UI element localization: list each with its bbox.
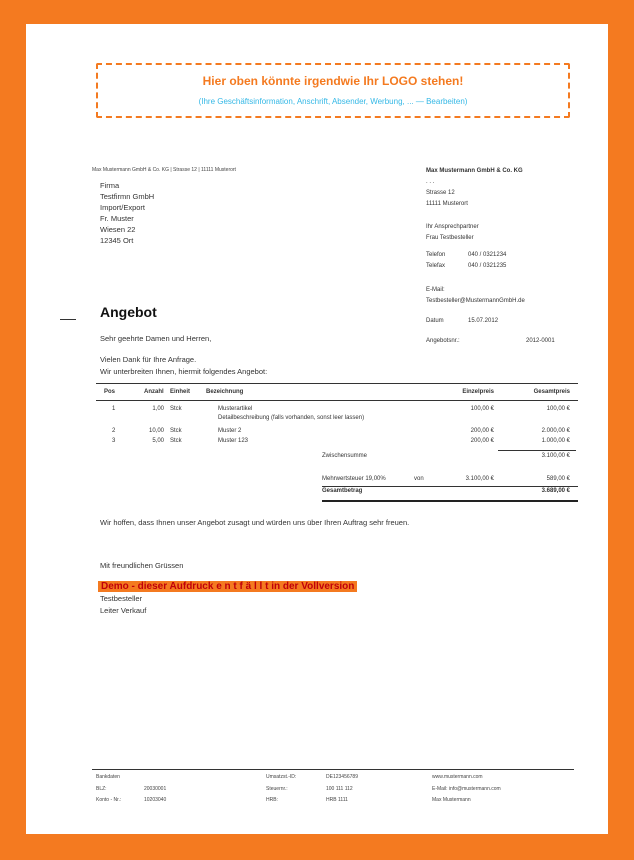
vat-label: Mehrwertsteuer 19,00%	[322, 476, 386, 482]
offer-number-label: Angebotsnr.:	[426, 338, 460, 344]
company-name: Max Mustermann GmbH & Co. KG	[426, 168, 523, 174]
row-total: 1.000,00 €	[541, 438, 570, 444]
row-qty: 10,00	[148, 428, 164, 434]
contact-name: Frau Testbesteller	[426, 235, 474, 241]
footer-website[interactable]: www.mustermann.com	[432, 774, 483, 780]
salutation: Sehr geehrte Damen und Herren,	[100, 334, 212, 343]
row-desc: Muster 123	[218, 438, 249, 444]
demo-banner-text: Demo - dieser Aufdruck e n t f ä l l t in der Vollversion	[98, 581, 357, 592]
footer-value: 10203040	[144, 797, 167, 803]
document-title: Angebot	[100, 304, 157, 320]
row-unit: Stck	[170, 438, 182, 444]
footer-label: Umsatzst.-ID:	[266, 774, 297, 780]
row-qty: 5,00	[152, 438, 164, 444]
header-total: Gesamtpreis	[533, 389, 570, 395]
sender-line: Max Mustermann GmbH & Co. KG | Strasse 12 | 11111 Musterort	[92, 167, 236, 173]
header-qty: Anzahl	[144, 389, 164, 395]
fax-label: Telefax	[426, 263, 446, 269]
row-qty: 1,00	[152, 406, 164, 412]
row-desc: Musterartikel	[218, 406, 253, 412]
row-pos: 3	[112, 438, 116, 444]
footer-label: BLZ:	[96, 786, 107, 792]
closing-text: Wir hoffen, dass Ihnen unser Angebot zusagt und würden uns über Ihren Auftrag sehr freuen.	[100, 518, 410, 527]
row-unit-price: 200,00 €	[470, 438, 494, 444]
footer-value: DE123456789	[326, 774, 358, 780]
row-total: 100,00 €	[546, 406, 570, 412]
intro-line-2: Wir unterbreiten Ihnen, hiermit folgendes Angebot:	[100, 367, 268, 376]
header-pos: Pos	[104, 389, 116, 395]
footer-label: Steuernr.:	[266, 786, 288, 792]
contact-label: Ihr Ansprechpartner	[426, 224, 479, 230]
recipient-line: Wiesen 22	[100, 225, 136, 234]
logo-line-2: (Ihre Geschäftsinformation, Anschrift, Absender, Werbung, ... — Bearbeiten)	[198, 97, 468, 106]
fax-value: 040 / 0321235	[468, 263, 507, 269]
date-label: Datum	[426, 318, 444, 324]
footer-owner: Max Mustermann	[432, 797, 471, 803]
logo-line-1: Hier oben könnte irgendwie Ihr LOGO stehen!	[202, 74, 464, 88]
recipient-line: 12345 Ort	[100, 236, 134, 245]
grand-total-label: Gesamtbetrag	[322, 488, 363, 494]
table-top-rule	[96, 383, 578, 384]
demo-banner	[98, 576, 357, 594]
signer-name: Testbesteller	[100, 594, 143, 603]
footer-label: Konto - Nr.:	[96, 797, 122, 803]
company-dots: . . .	[426, 179, 435, 185]
row-unit: Stck	[170, 428, 182, 434]
footer-rule	[92, 769, 574, 770]
grand-total-double-rule	[322, 500, 578, 502]
company-street: Strasse 12	[426, 190, 455, 196]
intro-line-1: Vielen Dank für Ihre Anfrage.	[100, 355, 197, 364]
footer-value: 20030001	[144, 786, 167, 792]
row-unit-price: 100,00 €	[470, 406, 494, 412]
row-total: 2.000,00 €	[541, 428, 570, 434]
recipient-line: Firma	[100, 181, 120, 190]
footer-value: HRB 1111	[326, 797, 348, 803]
vat-base: 3.100,00 €	[465, 476, 494, 482]
vat-value: 589,00 €	[546, 476, 570, 482]
vat-von: von	[414, 476, 424, 482]
fold-mark	[60, 319, 76, 320]
recipient-line: Testfirmn GmbH	[100, 192, 155, 201]
subtotal-value: 3.100,00 €	[541, 453, 570, 459]
subtotal-rule	[498, 450, 576, 451]
footer-value: 100 111 112	[326, 786, 353, 792]
document-page	[26, 24, 608, 834]
row-desc: Muster 2	[218, 428, 242, 434]
company-city: 11111 Musterort	[426, 201, 468, 207]
table-header-rule	[96, 400, 578, 401]
row-desc-detail: Detailbeschreibung (falls vorhanden, sonst leer lassen)	[218, 415, 365, 421]
header-unit: Einheit	[170, 389, 191, 395]
footer-email[interactable]: E-Mail: info@mustermann.com	[432, 786, 501, 792]
greeting: Mit freundlichen Grüssen	[100, 561, 184, 570]
phone-value: 040 / 0321234	[468, 252, 507, 258]
row-unit: Stck	[170, 406, 182, 412]
row-pos: 2	[112, 428, 116, 434]
phone-label: Telefon	[426, 252, 446, 258]
row-pos: 1	[112, 406, 116, 412]
header-unit-price: Einzelpreis	[462, 389, 494, 395]
offer-number-value: 2012-0001	[526, 338, 555, 344]
grand-total-value: 3.689,00 €	[541, 488, 570, 494]
signer-role: Leiter Verkauf	[100, 606, 147, 615]
row-unit-price: 200,00 €	[470, 428, 494, 434]
recipient-line: Fr. Muster	[100, 214, 134, 223]
header-desc: Bezeichnung	[206, 389, 244, 395]
subtotal-label: Zwischensumme	[322, 453, 368, 459]
recipient-line: Import/Export	[100, 203, 146, 212]
footer-label: Bankdaten	[96, 774, 120, 780]
date-value: 15.07.2012	[468, 318, 499, 324]
logo-placeholder	[96, 63, 570, 118]
footer-label: HRB:	[266, 797, 278, 803]
email-value[interactable]: Testbesteller@MustermannGmbH.de	[426, 298, 525, 304]
email-label: E-Mail:	[426, 287, 445, 293]
grand-total-rule	[322, 486, 578, 487]
